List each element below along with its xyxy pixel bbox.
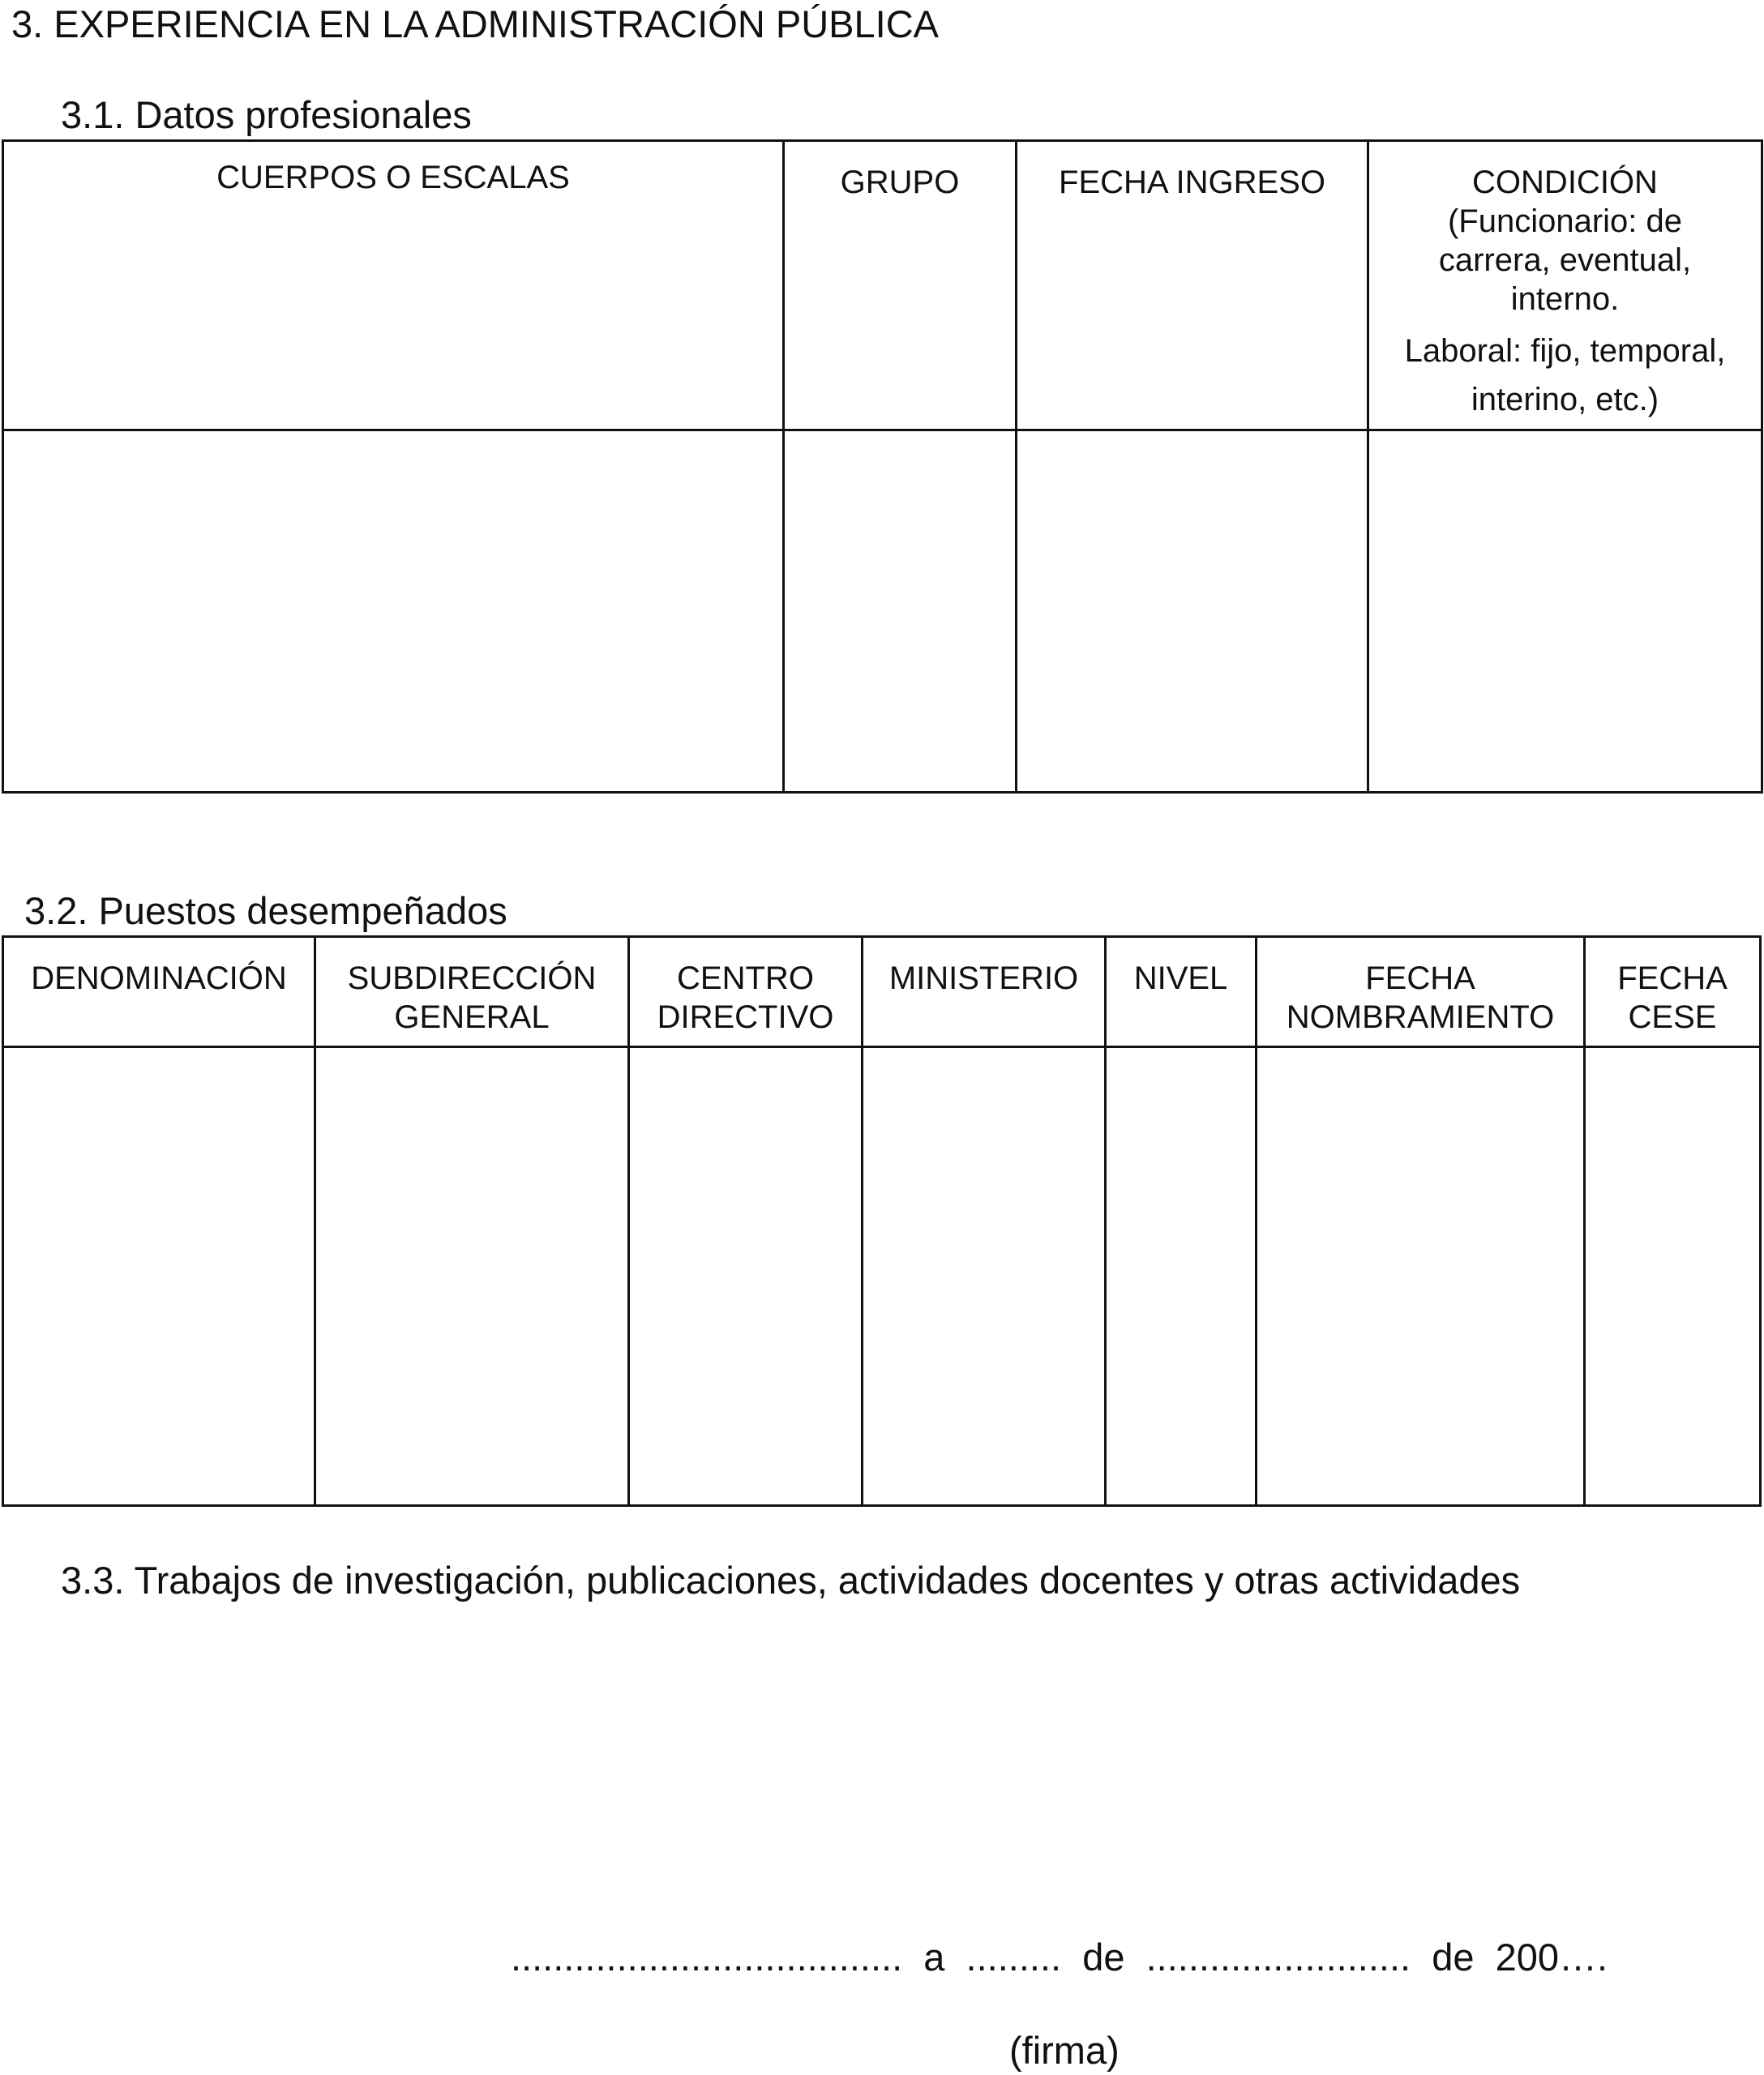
entry-fecha-cese-cell[interactable]	[1585, 1047, 1761, 1506]
header-laboral-line: Laboral: fijo, temporal,	[1404, 333, 1726, 369]
header-subdireccion-general	[315, 937, 629, 1047]
footer-year: 200….	[1495, 1936, 1608, 1979]
entry-centro-cell[interactable]	[629, 1047, 863, 1506]
entry-condicion-cell[interactable]	[1368, 430, 1762, 793]
header-condicion	[1368, 141, 1762, 430]
header-ministerio	[863, 937, 1106, 1047]
header-cuerpos-label: CUERPOS O ESCALAS	[216, 160, 570, 195]
day-dots[interactable]: .........	[965, 1936, 1062, 1979]
month-dots[interactable]: .........................	[1145, 1936, 1411, 1979]
entry-denominacion-cell[interactable]	[3, 1047, 315, 1506]
footer-de-2: de	[1432, 1936, 1475, 1979]
header-fecha-cese	[1585, 937, 1761, 1047]
trabajos-heading: 3.3. Trabajos de investigación, publicaciones, actividades docentes y otras actividades	[61, 1559, 1521, 1602]
header-centro-label: DIRECTIVO	[657, 999, 834, 1035]
puestos-entry-row	[3, 1047, 1761, 1506]
header-grupo	[784, 141, 1017, 430]
header-nivel	[1106, 937, 1257, 1047]
header-subdireccion-label: SUBDIRECCIÓN	[347, 960, 597, 996]
entry-ministerio-cell[interactable]	[863, 1047, 1106, 1506]
puestos-table	[2, 935, 1762, 1507]
header-condicion-line: interno.	[1510, 281, 1620, 317]
date-place-line	[511, 1933, 1608, 1982]
datos-profesionales-table	[2, 139, 1763, 794]
signature-label: (firma)	[1009, 2029, 1120, 2072]
header-fecha-ingreso-label: FECHA INGRESO	[1059, 165, 1325, 200]
entry-fecha-ingreso-cell[interactable]	[1017, 430, 1368, 793]
entry-cuerpos-cell[interactable]	[3, 430, 784, 793]
entry-fecha-nombramiento-cell[interactable]	[1257, 1047, 1585, 1506]
section-title: 3. EXPERIENCIA EN LA ADMINISTRACIÓN PÚBLICA	[11, 2, 939, 45]
header-fecha-ingreso	[1017, 141, 1368, 430]
header-subdireccion-label: GENERAL	[394, 999, 550, 1035]
header-denominacion-label: DENOMINACIÓN	[31, 960, 287, 996]
header-fecha-nombramiento	[1257, 937, 1585, 1047]
header-denominacion	[3, 937, 315, 1047]
puestos-heading: 3.2. Puestos desempeñados	[24, 889, 507, 932]
header-fecha-nombramiento-label: FECHA	[1365, 960, 1475, 996]
datos-profesionales-header-row	[3, 141, 1762, 430]
header-fecha-cese-label: FECHA	[1617, 960, 1728, 996]
place-dots[interactable]: .....................................	[511, 1936, 903, 1979]
header-condicion-line: (Funcionario: de	[1447, 203, 1683, 239]
header-centro-directivo	[629, 937, 863, 1047]
entry-grupo-cell[interactable]	[784, 430, 1017, 793]
header-ministerio-label: MINISTERIO	[888, 960, 1079, 996]
header-grupo-label: GRUPO	[840, 165, 960, 200]
entry-subdireccion-cell[interactable]	[315, 1047, 629, 1506]
footer-a: a	[923, 1936, 945, 1979]
header-fecha-cese-label: CESE	[1628, 999, 1717, 1035]
header-cuerpos-escalas	[3, 141, 784, 430]
datos-profesionales-entry-row	[3, 430, 1762, 793]
header-nivel-label: NIVEL	[1133, 960, 1228, 996]
header-fecha-nombramiento-label: NOMBRAMIENTO	[1286, 999, 1555, 1035]
entry-nivel-cell[interactable]	[1106, 1047, 1257, 1506]
header-centro-label: CENTRO	[677, 960, 814, 996]
trabajos-free-area[interactable]	[61, 1613, 1698, 1905]
footer-de-1: de	[1082, 1936, 1125, 1979]
header-condicion-line: carrera, eventual,	[1438, 242, 1692, 278]
datos-profesionales-heading: 3.1. Datos profesionales	[61, 93, 472, 136]
puestos-header-row	[3, 937, 1761, 1047]
header-condicion-title: CONDICIÓN	[1472, 165, 1658, 200]
header-laboral-line: interino, etc.)	[1471, 382, 1659, 417]
